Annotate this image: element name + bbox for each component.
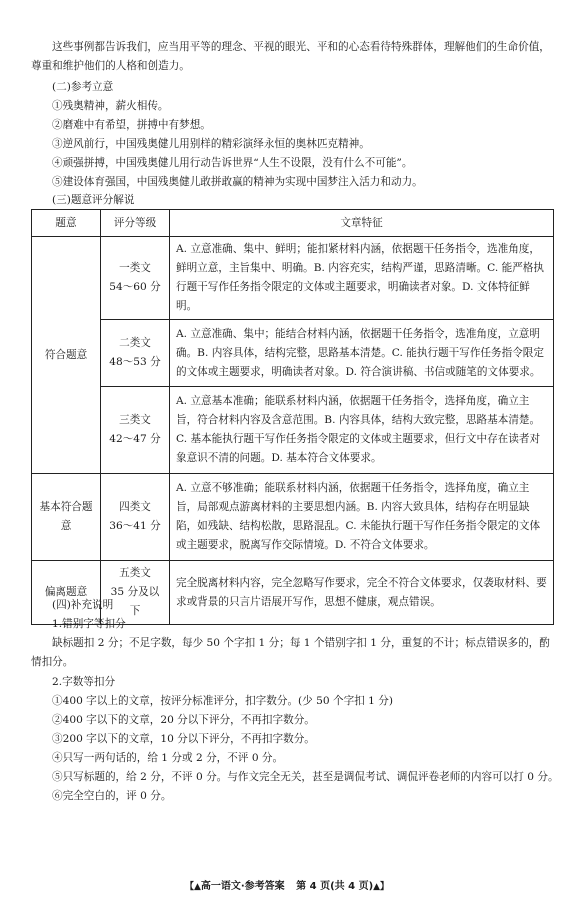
header-grade: 评分等级	[101, 210, 170, 237]
grade-label: 四类文	[119, 501, 151, 513]
rule-item: ⑤只写标题的，给 2 分，不评 0 分。与作文完全无关，甚至是调侃考试、调侃评卷老师的内容可以打 0 分。	[52, 771, 559, 783]
table-header-row	[32, 210, 554, 237]
idea-item: ②磨难中有希望，拼搏中有梦想。	[52, 119, 211, 131]
feature-cell: A. 立意准确、集中；能结合材料内涵，依据题干任务指令，选准角度，立意明确。B. 内容具体，结构完整，思路基本清楚。C. 能执行题干写作任务指令限定的文体或主题要求，明确读者对象。D. 符合演讲稿、书信或随笔的文体要求。	[170, 320, 554, 387]
grade-label: 五类文	[119, 567, 151, 579]
header-features: 文章特征	[170, 210, 554, 237]
scoring-table	[31, 209, 554, 625]
grade-cell	[101, 237, 170, 320]
idea-item: ⑤建设体育强国，中国残奥健儿敢拼敢赢的精神为实现中国梦注入活力和动力。	[52, 176, 423, 188]
triangle-icon: ▲】	[373, 882, 390, 892]
feature-cell: A. 立意准确、集中、鲜明；能扣紧材料内涵，依据题干任务指令，选准角度，鲜明立意，主旨集中、明确。B. 内容充实，结构严谨，思路清晰。C. 能严格执行题干写作任务指令限定的文体或主题要求，明确读者对象。D. 文体特征鲜明。	[170, 237, 554, 320]
rule-item: ⑥完全空白的，评 0 分。	[52, 790, 172, 802]
rule-item: ④只写一两句话的，给 1 分或 2 分，不评 0 分。	[52, 752, 284, 764]
grade-score: 48～53 分	[109, 356, 161, 368]
grade-score: 35 分及以下	[110, 586, 160, 617]
feature-cell: A. 立意基本准确；能联系材料内涵，依据题干任务指令，选择角度，确立主旨，符合材料内容及含意范围。B. 内容具体，结构大致完整，思路基本清楚。C. 基本能执行题干写作任务指令限定的文体或主题要求，但行文中存在读者对象意识不清的问题。D. 基本符合文体要求。	[170, 387, 554, 474]
subsection-2-heading: 2.字数等扣分	[52, 676, 116, 688]
grade-cell	[101, 320, 170, 387]
topic-cell: 偏离题意	[32, 561, 101, 625]
subsection-1-text: 缺标题扣 2 分；不足字数，每少 50 个字扣 1 分；每 1 个错别字扣 1 分，重复的不计；标点错误多的，酌情扣分。	[31, 637, 550, 668]
topic-cell: 基本符合题意	[32, 474, 101, 561]
grade-cell	[101, 474, 170, 561]
feature-cell: A. 立意不够准确；能联系材料内涵，依据题干任务指令，选择角度，确立主旨，局部观点游离材料的主要思想内涵。B. 内容大致具体，结构存在明显缺陷，如残缺、结构松散，思路混乱。C. 未能执行题干写作任务指令限定的文体或主题要求，脱离写作交际情境。D. 不符合文体要求。	[170, 474, 554, 561]
grade-label: 一类文	[119, 262, 151, 274]
rule-item: ②400 字以下的文章，20 分以下评分，不再扣字数分。	[52, 714, 315, 726]
idea-item: ④顽强拼搏，中国残奥健儿用行动告诉世界“人生不设限，没有什么不可能”。	[52, 157, 413, 169]
section-3-heading: (三)题意评分解说	[52, 194, 135, 206]
feature-cell: 完全脱离材料内容，完全忽略写作要求，完全不符合文体要求，仅袭取材料、要求或背景的只言片语展开写作，思想不健康，观点错误。	[170, 561, 554, 625]
table-row	[32, 387, 554, 474]
footer-subject: 高一语文·参考答案	[200, 881, 285, 892]
page-footer	[0, 877, 574, 897]
grade-score: 36～41 分	[109, 520, 161, 532]
intro-paragraph: 这些事例都告诉我们，应当用平等的理念、平视的眼光、平和的心态看待特殊群体，理解他们的生命价值，尊重和维护他们的人格和创造力。	[31, 41, 550, 72]
grade-label: 三类文	[119, 414, 151, 426]
header-topic: 题意	[32, 210, 101, 237]
grade-cell	[101, 387, 170, 474]
subsection-1-heading: 1.错别字等扣分	[52, 618, 126, 630]
idea-item: ①残奥精神，薪火相传。	[52, 100, 169, 112]
topic-cell: 符合题意	[32, 237, 101, 474]
grade-label: 二类文	[119, 337, 151, 349]
grade-score: 42～47 分	[109, 433, 161, 445]
grade-score: 54～60 分	[109, 281, 161, 293]
rule-item: ③200 字以下的文章，10 分以下评分，不再扣字数分。	[52, 733, 315, 745]
table-row	[32, 474, 554, 561]
footer-page-number: 第 4 页(共 4 页)	[296, 881, 374, 892]
triangle-icon: 【▲	[184, 882, 201, 892]
rule-item: ①400 字以上的文章，按评分标准评分，扣字数分。(少 50 个字扣 1 分)	[52, 695, 393, 707]
idea-item: ③逆风前行，中国残奥健儿用别样的精彩演绎永恒的奥林匹克精神。	[52, 138, 370, 150]
table-row	[32, 320, 554, 387]
section-2-heading: (二)参考立意	[52, 81, 114, 93]
section-4-heading: (四)补充说明	[52, 599, 114, 611]
table-row	[32, 237, 554, 320]
